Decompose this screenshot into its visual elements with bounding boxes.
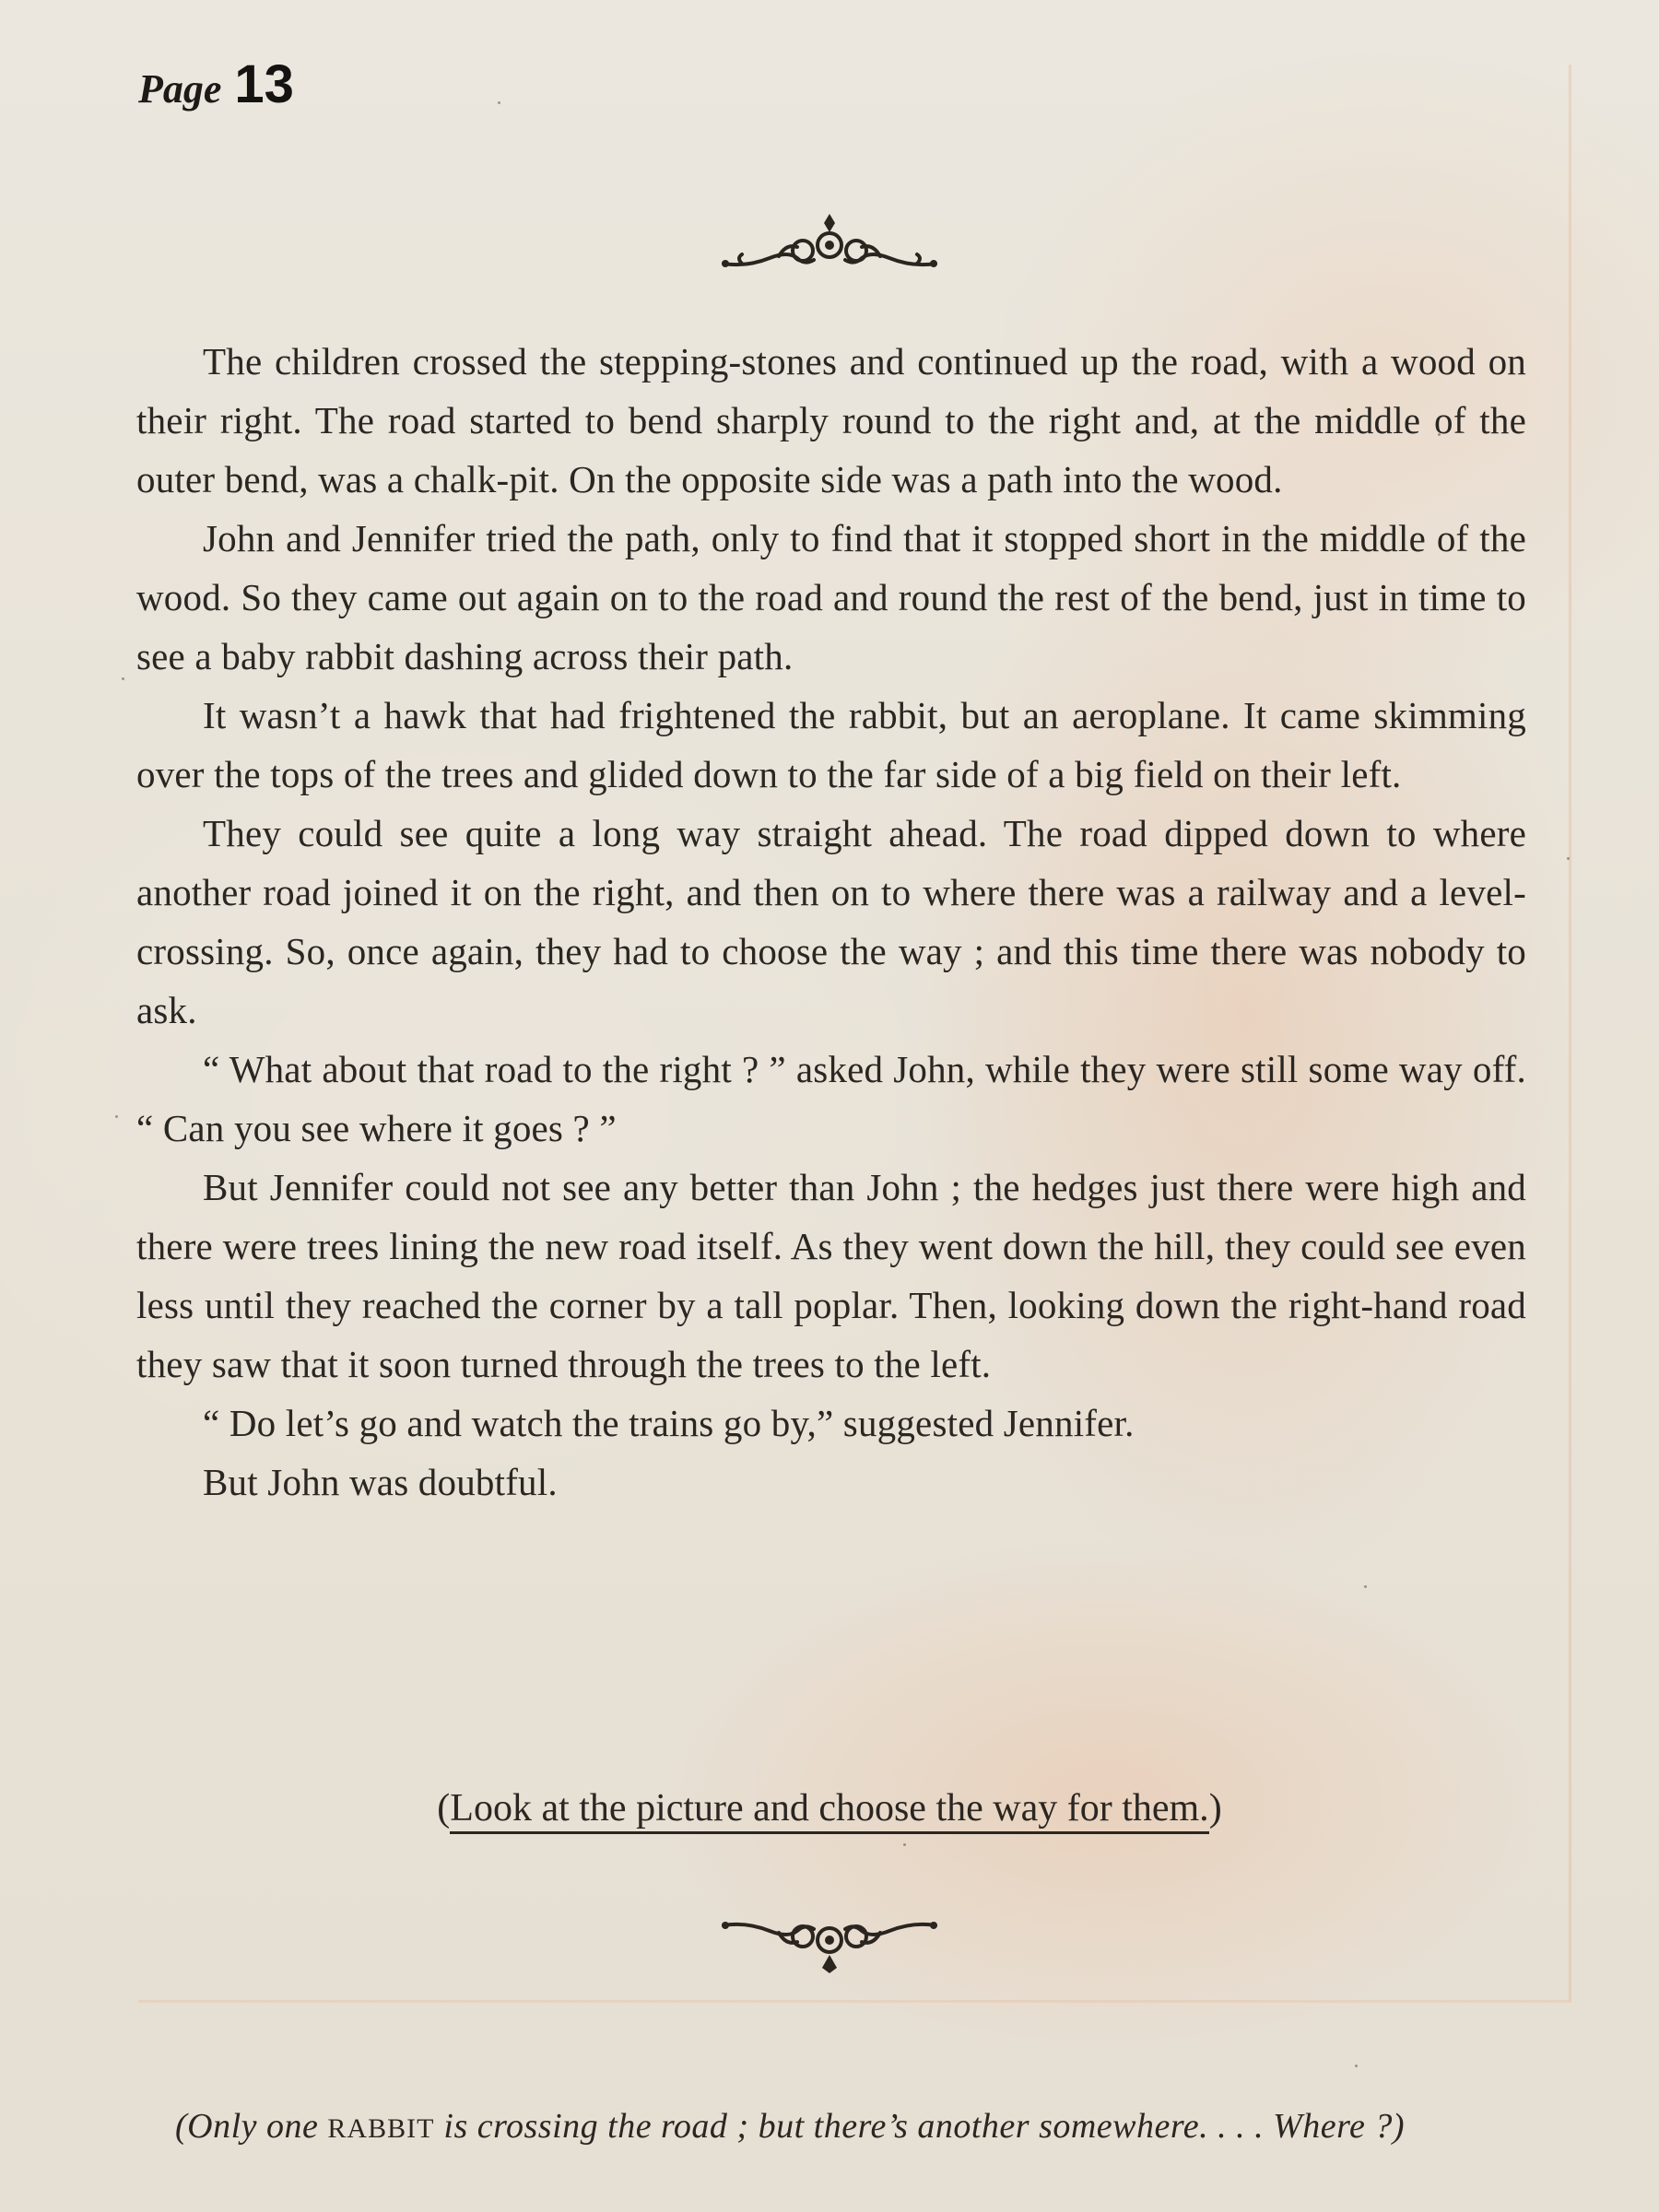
- paragraph: They could see quite a long way straight ahead. The road dipped down to where another road joined it on the right, and then on to where there was a railway and a level-crossing. So, once again, they had to choose the way ; and this time there was nobody to ask.: [136, 812, 1526, 1031]
- footer-note: [175, 2106, 1512, 2147]
- instruction-open-paren: (: [437, 1787, 451, 1830]
- instruction-line: [0, 1784, 1659, 1832]
- footer-part1: (Only one: [175, 2107, 328, 2146]
- paragraph: “ Do let’s go and watch the trains go by,” suggested Jennifer.: [203, 1402, 1135, 1444]
- bottom-ornament-icon: [705, 1912, 954, 1982]
- page-number: [138, 53, 294, 115]
- paragraph: “ What about that road to the right ? ” asked John, while they were still some way off. “ Can you see where it goes ? ”: [136, 1048, 1526, 1149]
- story-text: [136, 332, 1526, 1512]
- top-ornament-icon: [705, 210, 954, 279]
- paragraph: It wasn’t a hawk that had frightened the rabbit, but an aeroplane. It came skimming over the tops of the trees and glided down to the far side of a big field on their left.: [136, 694, 1526, 795]
- page-number-value: 13: [234, 54, 294, 114]
- page-label: Page: [138, 66, 222, 112]
- paragraph: But John was doubtful.: [203, 1461, 558, 1503]
- paragraph: But Jennifer could not see any better than John ; the hedges just there were high and there were trees lining the new road itself. As they went down the hill, they could see even less until they reached the corner by a tall poplar. Then, looking down the right-hand road they saw that it soon turned through the trees to the left.: [136, 1166, 1526, 1385]
- instruction-close-paren: ): [1208, 1787, 1222, 1830]
- paragraph: John and Jennifer tried the path, only to find that it stopped short in the middle of the wood. So they came out again on to the road and round the rest of the bend, just in time to see a baby rabbit dashing across their path.: [136, 517, 1526, 677]
- instruction-text: Look at the picture and choose the way for them.: [450, 1787, 1208, 1834]
- footer-smallcaps: RABBIT: [327, 2113, 435, 2144]
- footer-part2: is crossing the road ; but there’s another somewhere. . . . Where ?): [434, 2107, 1406, 2146]
- paragraph: The children crossed the stepping-stones and continued up the road, with a wood on their right. The road started to bend sharply round to the right and, at the middle of the outer bend, was a chalk-pit. On the opposite side was a path into the wood.: [136, 340, 1526, 500]
